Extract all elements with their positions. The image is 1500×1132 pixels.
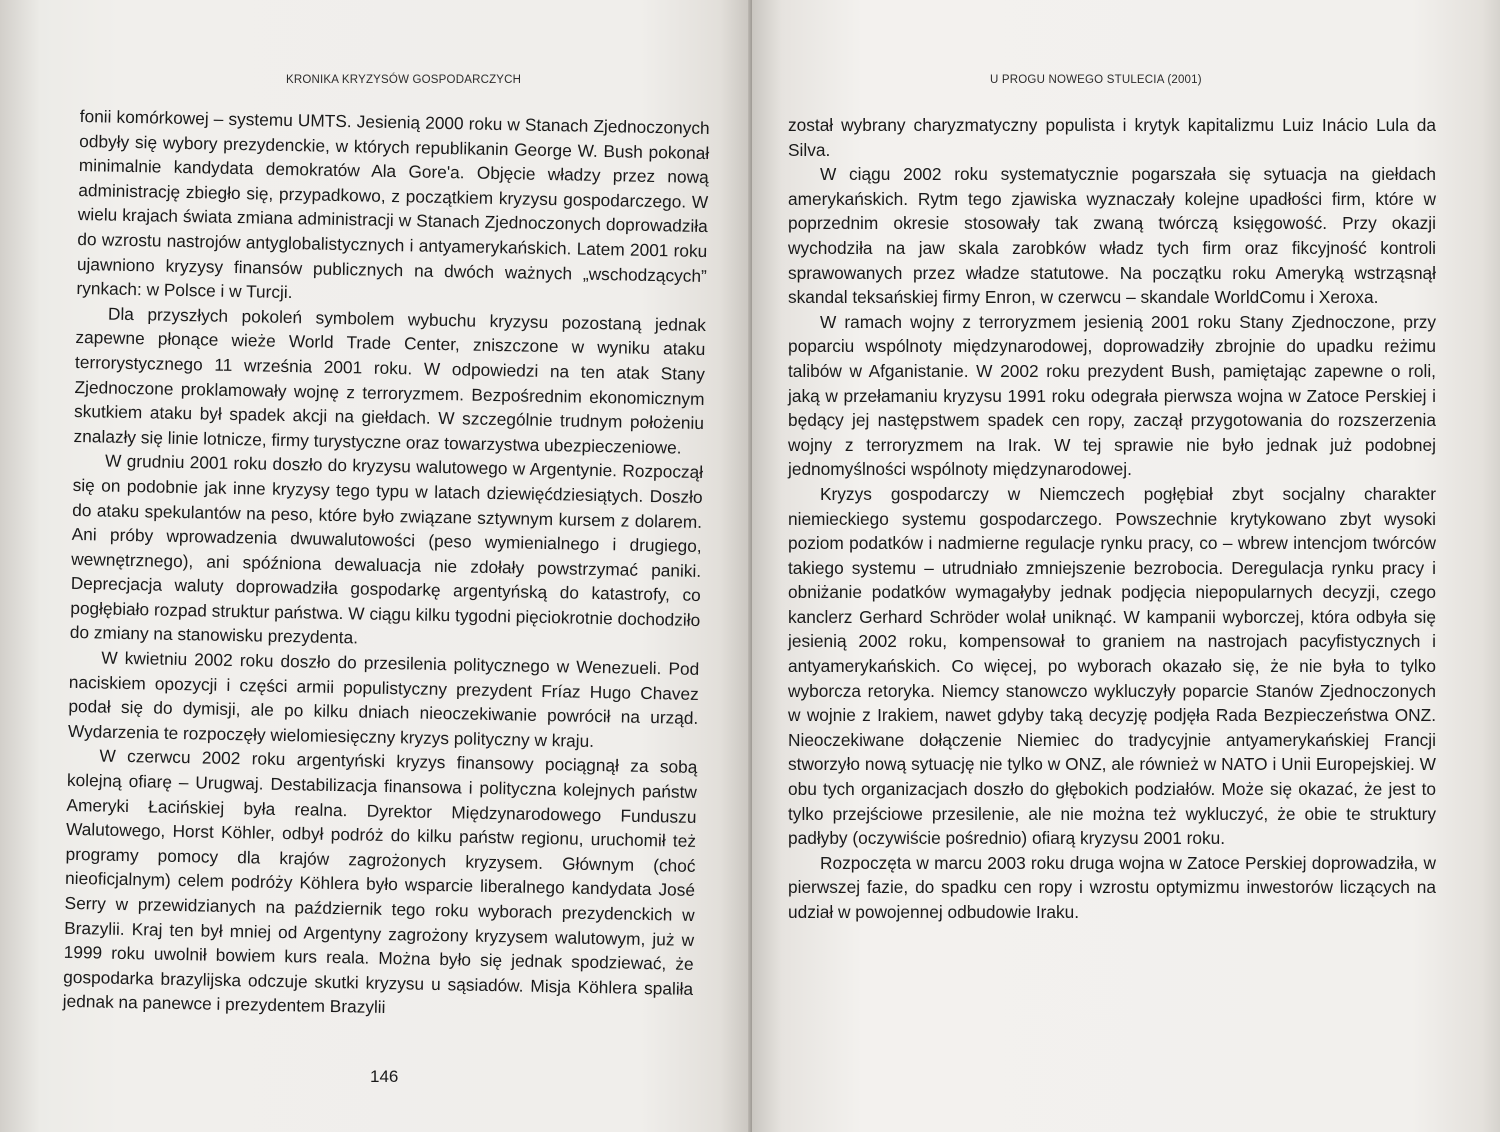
paragraph: W ramach wojny z terroryzmem jesienią 2001 roku Stany Zjednoczone, przy poparciu wspólnoty międzynarodowej, doprowadziły zbrojnie do upadku reżimu talibów w Afganistanie. W 2002 roku prezydent Bush, pamiętając zapewne o roli, jaką w przełamaniu kryzysu 1991 roku odegrała pierwsza wojna w Zatoce Perskiej i będący jej następstwem spadek cen ropy, zaczął przygotowania do rozszerzenia wojny z terroryzmem na Irak. W tej sprawie nie było jednak już podobnej jednomyślności wspólnoty międzynarodowej. <box>788 311 1436 480</box>
paragraph: W kwietniu 2002 roku doszło do przesilenia politycznego w Wenezueli. Pod naciskiem opozycji i części armii populistyczny prezydent Fríaz Hugo Chavez podał się do dymisji, ale po kilku dniach nieoczekiwanie powrócił na urząd. Wydarzenia te rozpoczęły wielomiesięczny kryzys polityczny w kraju. <box>67 647 700 751</box>
paragraph: W ciągu 2002 roku systematycznie pogarszała się sytuacja na giełdach amerykańskich. Rytm tego zjawiska wyznaczały kolejne upadłości firm, które w poprzednim okresie stosowały tak zwaną twórczą księgowość. Przy okazji wychodziła na jaw skala zarobków władz tych firm oraz fikcyjność kontroli sprawowanych przez władze statutowe. Na początku roku Ameryką wstrząsnął skandal teksańskiej firmy Enron, w czerwcu – skandale WorldComu i Xeroxa. <box>788 164 1436 308</box>
paragraph: Rozpoczęta w marcu 2003 roku druga wojna w Zatoce Perskiej doprowadziła, w pierwszej fazie, do spadku cen ropy i wzrostu optymizmu inwestorów liczących na udział w powojennej odbudowie Iraku. <box>788 852 1436 922</box>
page-number-left: 146 <box>370 1067 399 1086</box>
left-page-body <box>63 104 710 1026</box>
paragraph: fonii komórkowej – systemu UMTS. Jesienią 2000 roku w Stanach Zjednoczonych odbyły się wybory prezydenckie, w których republikanin George W. Bush pokonał minimalnie kandydata demokratów Ala Gore'a. Objęcie władzy przez nową administrację zbiegło się, przypadkowo, z początkiem kryzysu gospodarczego. W wielu krajach świata zmiana administracji w Stanach Zjednoczonych doprowadziła do wzrostu nastrojów antyglobalistycznych i antyamerykańskich. Latem 2001 roku ujawniono kryzysy finansów publicznych na dwóch ważnych „wschodzących” rynkach: w Polsce i w Turcji. <box>76 105 710 303</box>
paragraph: W czerwcu 2002 roku argentyński kryzys finansowy pociągnął za sobą kolejną ofiarę – Urugwaj. Destabilizacja finansowa i polityczna kolejnych państw Ameryki Łacińskiej była realna. Dyrektor Międzynarodowego Funduszu Walutowego, Horst Köhler, odbył podróż do kilku państw regionu, uruchomił też programy pomocy dla krajów zagrożonych kryzysem. Głównym (choć nieoficjalnym) celem podróży Köhlera było wsparcie liberalnego kandydata José Serry w przewidzianych na październik tego roku wyborach prezydenckich w Brazylii. Kraj ten był mniej od Argentyny zagrożony kryzysem walutowym, już w 1999 roku uwolnił bowiem kurs reala. Można było się jednak spodziewać, że gospodarka brazylijska odczuje skutki kryzysu u sąsiadów. Misja Köhlera spaliła jednak na panewce i prezydentem Brazylii <box>62 745 698 1018</box>
right-page <box>752 0 1500 1132</box>
right-page-body <box>788 113 1436 925</box>
paragraph: W grudniu 2001 roku doszło do kryzysu walutowego w Argentynie. Rozpoczął się on podobnie jak inne kryzysy tego typu w latach dziewięćdziesiątych. Doszło do ataku spekulantów na peso, które było związane sztywnym kursem z dolarem. Ani próby wprowadzenia dwuwalutowości (peso wymienialnego i drugiego, wewnętrznego), ani spóźniona dewaluacja nie zdołały powstrzymać paniki. Deprecjacja waluty doprowadziła gospodarkę argentyńską do katastrofy, co pogłębiało rozpad struktur państwa. W ciągu kilku tygodni pięciokrotnie dochodziło do zmiany na stanowisku prezydenta. <box>69 450 704 648</box>
paragraph: został wybrany charyzmatyczny populista i krytyk kapitalizmu Luiz Inácio Lula da Silva. <box>788 115 1436 160</box>
running-head-right: U PROGU NOWEGO STULECIA (2001) <box>990 74 1202 86</box>
paragraph: Kryzys gospodarczy w Niemczech pogłębiał zbyt socjalny charakter niemieckiego systemu gospodarczego. Powszechnie krytykowano zbyt wysoki poziom podatków i nadmierne regulacje rynku pracy, co – wbrew intencjom twórców takiego systemu – utrudniało zmniejszenie bezrobocia. Deregulacja rynku pracy i obniżanie podatków wymagałyby jednak podjęcia niepopularnych decyzji, czego kanclerz Gerhard Schröder wolał uniknąć. W kampanii wyborczej, która odbyła się jesienią 2002 roku, kompensował to graniem na nastrojach pacyfistycznych i antyamerykańskich. Co więcej, po wyborach okazało się, że nie była to tylko wyborcza retoryka. Niemcy stanowczo wykluczyły poparcie Stanów Zjednoczonych w wojnie z Irakiem, nawet gdyby taką decyzję podjęła Rada Bezpieczeństwa ONZ. Nieoczekiwane dołączenie Niemiec do tradycyjnie antyamerykańskiej Francji stworzyło nową sytuację nie tylko w ONZ, ale również w NATO i Unii Europejskiej. W obu tych organizacjach doszło do głębokich podziałów. Może się okazać, że jest to tylko przejściowe przesilenie, ale nie można też wykluczyć, że obie te struktury padłyby (oczywiście pośrednio) ofiarą kryzysu 2001 roku. <box>788 483 1436 849</box>
paragraph: Dla przyszłych pokoleń symbolem wybuchu kryzysu pozostaną jednak zapewne płonące wieże World Trade Center, zniszczone w wyniku ataku terrorystycznego 11 września 2001 roku. W odpowiedzi na ten atak Stany Zjednoczone proklamowały wojnę z terroryzmem. Bezpośrednim ekonomicznym skutkiem ataku był spadek akcji na giełdach. W szczególnie trudnym położeniu znalazły się linie lotnicze, firmy turystyczne oraz towarzystwa ubezpieczeniowe. <box>73 303 707 458</box>
running-head-left: KRONIKA KRYZYSÓW GOSPODARCZYCH <box>286 74 522 86</box>
